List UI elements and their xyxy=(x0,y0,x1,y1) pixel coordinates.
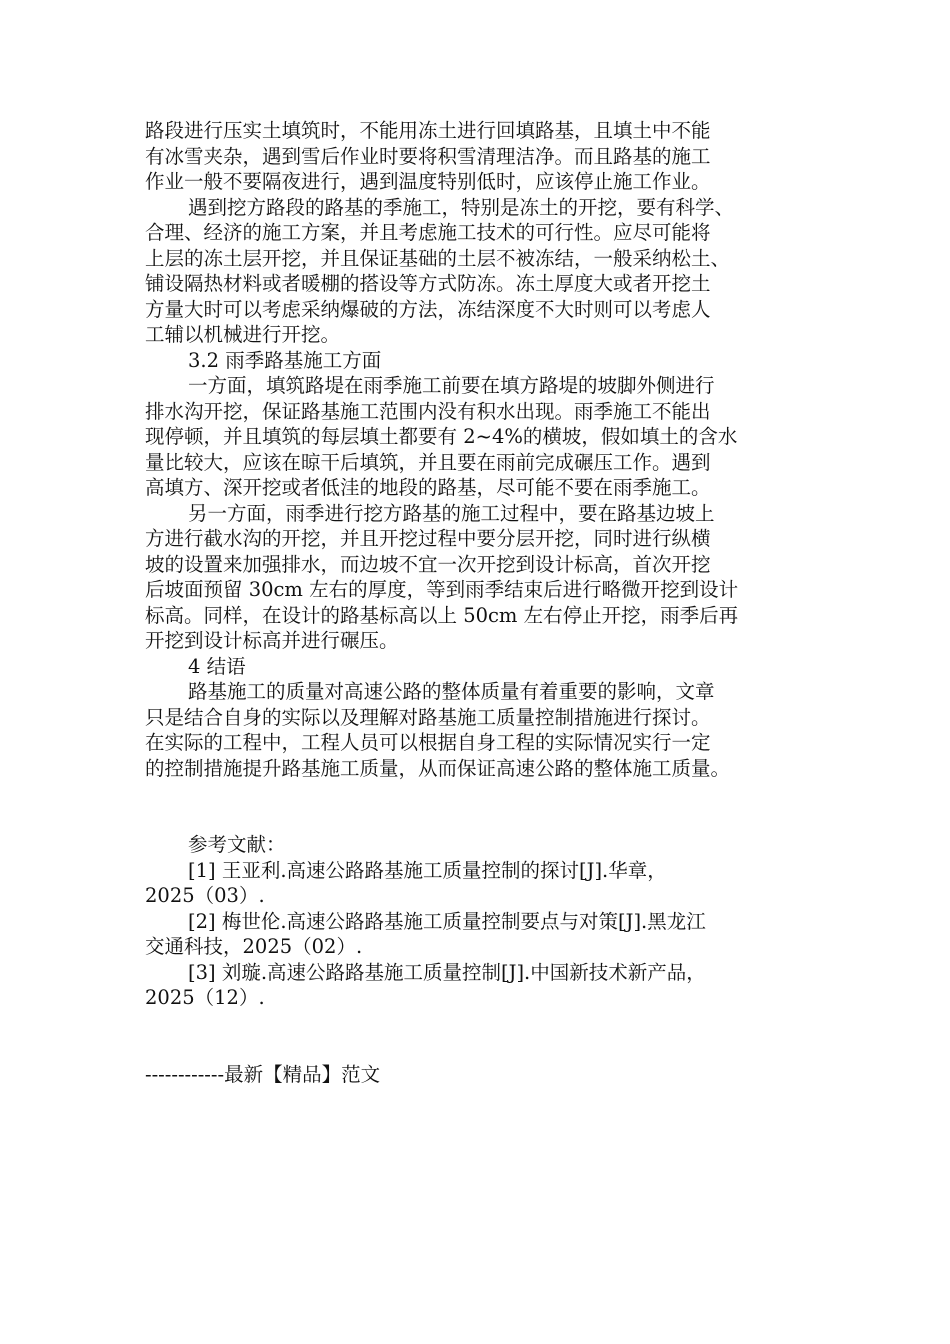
references-section xyxy=(145,832,810,1011)
text-line: 现停顿，并且填筑的每层填土都要有 2~4%的横坡，假如填土的含水 xyxy=(145,425,738,448)
reference-item-cont: 交通科技，2025（02）. xyxy=(145,935,363,958)
text-line: 标高。同样，在设计的路基标高以上 50cm 左右停止开挖，雨季后再 xyxy=(145,603,739,627)
text-line: 开挖到设计标高并进行碾压。 xyxy=(145,629,399,652)
text-line: 合理、经济的施工方案，并且考虑施工技术的可行性。应尽可能将 xyxy=(145,221,711,244)
paragraph-rainy-excavation xyxy=(145,501,810,654)
text-line: 路段进行压实土填筑时，不能用冻土进行回填路基，且填土中不能 xyxy=(145,119,711,142)
text-line: 另一方面，雨季进行挖方路基的施工过程中，要在路基边坡上 xyxy=(188,501,715,525)
text-line: 只是结合自身的实际以及理解对路基施工质量控制措施进行探讨。 xyxy=(145,705,711,729)
text-line: 作业一般不要隔夜进行，遇到温度特别低时，应该停止施工作业。 xyxy=(145,170,711,193)
text-line: 上层的冻土层开挖，并且保证基础的土层不被冻结，一般采纳松土、 xyxy=(145,246,731,270)
text-line: 的控制措施提升路基施工质量，从而保证高速公路的整体施工质量。 xyxy=(145,756,731,780)
section-heading-3-2: 3.2 雨季路基施工方面 xyxy=(188,348,382,372)
paragraph-rainy-fill xyxy=(145,373,810,501)
spacer xyxy=(145,781,810,832)
text-line: 铺设隔热材料或者暖棚的搭设等方式防冻。冻土厚度大或者开挖土 xyxy=(145,272,711,295)
references-title: 参考文献： xyxy=(188,833,286,856)
text-line: 在实际的工程中，工程人员可以根据自身工程的实际情况实行一定 xyxy=(145,731,711,754)
reference-item: [2] 梅世伦.高速公路路基施工质量控制要点与对策[J].黑龙江 xyxy=(188,909,706,933)
text-line: 方进行截水沟的开挖，并且开挖过程中要分层开挖，同时进行纵横 xyxy=(145,527,711,550)
reference-item: [1] 王亚利.高速公路路基施工质量控制的探讨[J].华章， xyxy=(188,858,667,882)
section-heading-4: 4 结语 xyxy=(188,654,246,678)
text-line: 工辅以机械进行开挖。 xyxy=(145,323,341,346)
reference-item: [3] 刘璇.高速公路路基施工质量控制[J].中国新技术新产品， xyxy=(188,960,706,984)
paragraph-frozen-fill xyxy=(145,118,810,195)
text-line: 排水沟开挖，保证路基施工范围内没有积水出现。雨季施工不能出 xyxy=(145,399,711,423)
footer-text: ------------最新【精品】范文 xyxy=(145,1062,381,1086)
paragraph-conclusion xyxy=(145,679,810,781)
text-line: 有冰雪夹杂，遇到雪后作业时要将积雪清理洁净。而且路基的施工 xyxy=(145,144,711,168)
text-line: 一方面，填筑路堤在雨季施工前要在填方路堤的坡脚外侧进行 xyxy=(188,374,715,397)
text-line: 遇到挖方路段的路基的季施工，特别是冻土的开挖，要有科学、 xyxy=(188,195,735,219)
text-line: 量比较大，应该在晾干后填筑，并且要在雨前完成碾压工作。遇到 xyxy=(145,450,711,474)
reference-item-cont: 2025（03）. xyxy=(145,884,265,907)
text-line: 高填方、深开挖或者低洼的地段的路基，尽可能不要在雨季施工。 xyxy=(145,476,711,499)
document-page xyxy=(145,118,810,1087)
text-line: 坡的设置来加强排水，而边坡不宜一次开挖到设计标高，首次开挖 xyxy=(145,552,711,576)
text-line: 后坡面预留 30cm 左右的厚度，等到雨季结束后进行略微开挖到设计 xyxy=(145,578,739,601)
paragraph-frozen-excavation xyxy=(145,195,810,348)
spacer xyxy=(145,1011,810,1062)
text-line: 路基施工的质量对高速公路的整体质量有着重要的影响，文章 xyxy=(188,680,715,703)
text-line: 方量大时可以考虑采纳爆破的方法，冻结深度不大时则可以考虑人 xyxy=(145,297,711,321)
reference-item-cont: 2025（12）. xyxy=(145,986,265,1009)
